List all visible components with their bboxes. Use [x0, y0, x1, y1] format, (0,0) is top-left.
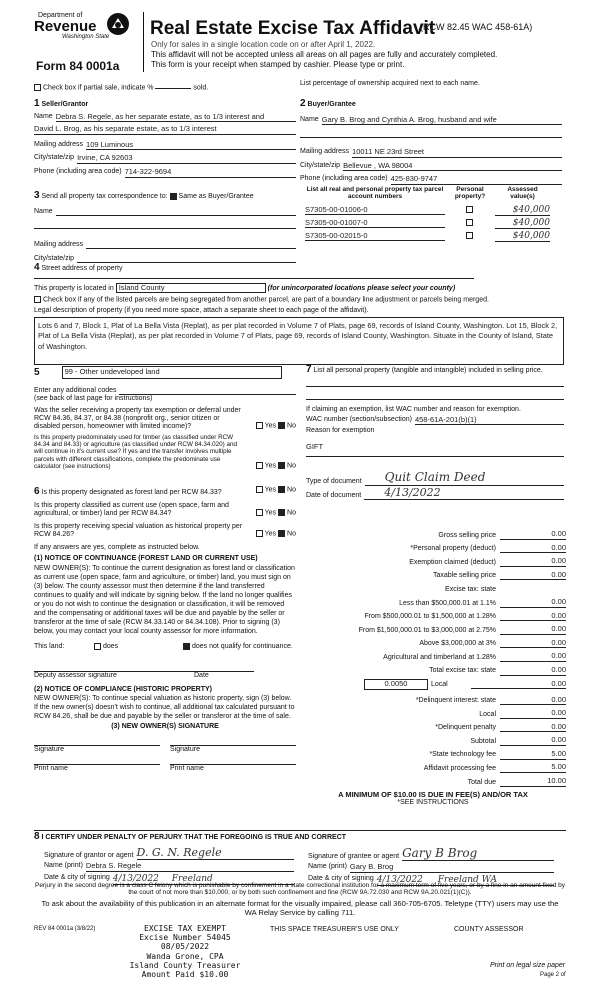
parcel-row	[305, 231, 565, 242]
grantor-city[interactable]: Freeland	[171, 873, 213, 884]
alt-format-note: To ask about the availability of this publication in an alternate format for the visually impaired, please call 360-705-6705. Teletype (TTY) users may use the WA Relay Service by calling 711.	[41, 899, 559, 917]
location-section: 4 Street address of property This property is located in Island County (for unincorporated locations please select your county) Check box if any of the listed parcels are being segregated from another parcel, are part of a boundary line adjustment or parcels being merged. Legal description of property (if you need more space, attach a separate sheet to each page of the affidavit). Lots 6 and 7, Block 1, Plat of La Bella Vista (Replat), as per plat recorded in Volume 7 of Plats, page 69, records of Island County, Washington. Lot 15, Block 2, Plat of La Bella Vista (Replat), as per plat recorded in Volume 7 of Plats, page 69, records of Island County, Washington. Situate in the County of Island, State of Washington.	[34, 262, 564, 365]
personal-property-section: 7 List all personal property (tangible and intangible) included in selling price. If claiming an exemption, list WAC number and reason for exemption. WAC number (section/subsection) 458-61A-201(b)(1) Reason for exemption GIFT Type of document Quit Claim Deed Date of document 4/13/2022	[306, 364, 564, 500]
dor-logo	[34, 12, 130, 52]
grantor-signature[interactable]: D. G. N. Regele	[137, 847, 294, 861]
tax-value[interactable]: 0.00	[500, 696, 566, 706]
county-assessor: COUNTY ASSESSOR	[454, 926, 524, 933]
treasurer-use: THIS SPACE TREASURER'S USE ONLY	[270, 926, 399, 933]
seller-name-1[interactable]: Debra S. Regele, as her separate estate, as to 1/3 interest and	[56, 113, 296, 123]
tax-value[interactable]: 0.00	[500, 530, 566, 540]
dept-line2: Revenue	[34, 18, 97, 36]
assessed-value[interactable]: $40,000	[495, 231, 550, 242]
tax-value[interactable]: 5.00	[500, 763, 566, 773]
buyer-mail[interactable]: 10011 NE 23rd Street	[352, 148, 562, 158]
tax-row: Excise tax: state	[445, 585, 496, 593]
tax-value[interactable]: 10.00	[500, 777, 566, 787]
tax-value[interactable]: 0.00	[500, 625, 566, 635]
parcel-number[interactable]: S7305-00-01006-0	[305, 206, 445, 216]
tax-row: Less than $500,000.01 at 1.1% 0.00	[399, 596, 566, 607]
parcel-number[interactable]: S7305-00-02015-0	[305, 232, 445, 242]
tax-row: Subtotal 0.00	[470, 735, 566, 745]
tax-value[interactable]: 0.00	[500, 571, 566, 581]
parcel-number[interactable]: S7305-00-01007-0	[305, 219, 445, 229]
form-number: Form 84 0001a	[36, 59, 120, 73]
form-title: Real Estate Excise Tax Affidavit	[150, 18, 436, 39]
seller-city[interactable]: Irvine, CA 92603	[77, 154, 296, 164]
stamp-line: Island County Treasurer	[129, 960, 241, 970]
tax-row: Above $3,000,000 at 3% 0.00	[419, 637, 566, 648]
tax-row: *Delinquent interest: state 0.00	[415, 694, 566, 705]
grantee-name[interactable]: Gary B. Brog	[350, 863, 554, 873]
tax-row: Exemption claimed (deduct) 0.00	[409, 556, 566, 566]
tax-value[interactable]: 0.00	[500, 598, 566, 608]
does-checkbox[interactable]	[94, 643, 101, 650]
sub3: This form is your receipt when stamped by cashier. Please type or print.	[151, 60, 405, 69]
county-select[interactable]: Island County	[116, 283, 266, 294]
parcel-row	[305, 205, 565, 216]
tax-table: Gross selling price 0.00 *Personal property (deduct) 0.00 Exemption claimed (deduct) 0.00 Taxable selling price 0.00 Excise tax: state Less than $500,000.01 at 1.1% 0.00 From $500,000.01 to $1,500,000 at 1.28% 0.00 From $1,500,000.01 to $3,000,000 at 2.75% 0.00 Above $3,000,000 at 3% 0.00 Agricultural and timberland at 1.28% 0.00 Total excise tax: state 0.00 0.0050 Local 0.00 *Delinquent interest: state 0.00 Local 0.00 *Delinquent penalty 0.00 Subtotal 0.00 *State technology fee 5.00 Affidavit processing fee 5.00 Total due 10.00 A MINIMUM OF $10.00 IS DUE IN FEE(S) AND/OR TAX *SEE INSTRUCTIONS	[300, 526, 566, 807]
perjury-note: Perjury in the second degree is a class C felony which is punishable by confinement in a state correctional institution for a maximum term of five years, or by a fine in an amount fixed by the court of not more than $10,000, or by both such confinement and fine (RCW 9A.72.030 and RCW 9A.20.021(1)(C)).	[34, 882, 565, 897]
buyer-phone[interactable]: 425-830-9747	[391, 175, 562, 185]
seller-section: 1 Seller/Grantor Name Debra S. Regele, as her separate estate, as to 1/3 interest and David L. Brog, as his separate estate, as to 1/3 interest Mailing address 109 Luminous City/state/zip Irvine, CA 92603 Phone (including area code) 714-322-9694	[34, 98, 296, 178]
stamp-line: EXCISE TAX EXEMPT	[144, 924, 226, 933]
stamp-line: Excise Number 54045	[139, 933, 231, 943]
list-pct: List percentage of ownership acquired next to each name.	[300, 80, 480, 87]
revenue-logo-icon	[106, 12, 130, 36]
tax-value[interactable]: 0.00	[500, 652, 566, 662]
buyer-section: 2 Buyer/Grantee Name Gary B. Brog and Cynthia A. Brog, husband and wife Mailing address 10011 NE 23rd Street City/state/zip Bellevue , WA 98004 Phone (including area code) 425-830-9747	[300, 98, 562, 185]
dept-line3: Washington State	[62, 34, 110, 41]
rev-number: REV 84 0001a (3/8/22)	[34, 926, 96, 932]
tax-row: Total excise tax: state 0.00	[429, 664, 566, 675]
wac-number[interactable]: 458-61A-201(b)(1)	[415, 416, 564, 426]
tax-row: From $1,500,000.01 to $3,000,000 at 2.75% 0.00	[358, 624, 566, 634]
tax-row: Agricultural and timberland at 1.28% 0.00	[383, 651, 566, 661]
grantor-name[interactable]: Debra S. Regele	[86, 862, 294, 872]
tax-value[interactable]: 5.00	[500, 750, 566, 760]
tax-value[interactable]: 0.00	[500, 612, 566, 622]
tax-row: From $500,000.01 to $1,500,000 at 1.28% 0.00	[364, 610, 566, 621]
personal-property-checkbox[interactable]	[466, 232, 473, 239]
tax-value[interactable]: 0.00	[500, 557, 566, 567]
sub1: Only for sales in a single location code on or after April 1, 2022.	[151, 40, 376, 49]
tax-value[interactable]: 0.00	[500, 709, 566, 719]
buyer-name[interactable]: Gary B. Brog and Cynthia A. Brog, husband and wife	[322, 116, 562, 126]
tax-value[interactable]: 0.00	[500, 723, 566, 733]
segregated-checkbox[interactable]	[34, 296, 41, 303]
tax-row: Affidavit processing fee 5.00	[423, 762, 566, 773]
partial-sale-row: Check box if partial sale, indicate % sold.	[34, 84, 294, 92]
does-not-checkbox[interactable]	[183, 643, 190, 650]
parcel-row	[305, 218, 565, 229]
buyer-city[interactable]: Bellevue , WA 98004	[343, 162, 562, 172]
personal-property-checkbox[interactable]	[466, 206, 473, 213]
sub2: This affidavit will not be accepted unless all areas on all pages are fully and accurately completed.	[151, 50, 498, 59]
land-use-select[interactable]: 99 - Other undeveloped land	[62, 366, 282, 379]
document-type[interactable]: Quit Claim Deed	[365, 471, 564, 486]
seller-name-2[interactable]: David L. Brog, as his separate estate, as to 1/3 interest	[34, 125, 296, 135]
seller-phone[interactable]: 714-322-9694	[125, 168, 296, 178]
tax-value[interactable]: 0.00	[500, 544, 566, 554]
grantee-signature[interactable]: Gary B Brog	[402, 847, 554, 862]
tax-row: *State technology fee 5.00	[429, 748, 566, 759]
grantee-date[interactable]: 4/13/2022	[376, 874, 423, 885]
dept-line1: Department of	[38, 12, 83, 19]
land-use-section: 5 99 - Other undeveloped land Enter any additional codes (see back of last page for instructions) Was the seller receiving a property tax exemption or deferral under RCW 84.36, 84.37, or 84.38 (nonprofit org., senior citizen or disabled person, homeowner with limited income)? Yes No Is this property predominately used for timber (as classified under RCW 84.34 and 84.33) or agriculture (as classified under RCW 84.34.020) and will continue in it's current use? If yes and the transfer involves multiple parcels with different classifications, complete the predominate use calculator (see instructions) Yes No	[34, 366, 296, 470]
tax-value[interactable]: 0.00	[500, 736, 566, 746]
tax-row: *Personal property (deduct) 0.00	[410, 542, 566, 553]
assessed-value[interactable]: $40,000	[495, 218, 550, 229]
grantor-date[interactable]: 4/13/2022	[112, 873, 159, 884]
stamp-line: 08/05/2022	[160, 942, 210, 952]
document-date[interactable]: 4/13/2022	[364, 487, 564, 501]
tax-row: Local 0.00	[479, 708, 566, 718]
partial-sale-checkbox[interactable]	[34, 84, 41, 91]
personal-property-checkbox[interactable]	[466, 219, 473, 226]
same-as-buyer-checkbox[interactable]	[170, 193, 177, 200]
page-number: Page 2 of	[540, 972, 566, 978]
correspondence-section: 3 Send all property tax correspondence to: Same as Buyer/Grantee Name Mailing address City/state/zip	[34, 190, 296, 263]
stamp-line: Wanda Grone, CPA	[146, 951, 224, 961]
local-rate[interactable]: 0.0050	[364, 679, 428, 690]
tax-row: Gross selling price 0.00	[438, 528, 566, 539]
tax-value[interactable]: 0.00	[500, 666, 566, 676]
forest-section: 6 Is this property designated as forest land per RCW 84.33? Yes No Is this property classified as current use (open space, farm and agricultural, or timber) land per RCW 84.34? Yes No Is this property receiving special valuation as historical property per RCW 84.26? Yes No If any answers are yes, complete as instructed below. (1) NOTICE OF CONTINUANCE (FOREST LAND OR CURRENT USE) NEW OWNER(S): To continue the current designation as forest land or classification as current use (open space, farm and agriculture, or timber) land, you must sign on (3) below. The county assessor must then determine if the land transferred continues to qualify and will indicate by signing below. If the land no longer qualifies or you do not wish to continue the designation or classification, it will be removed and the compensating or additional taxes will be due and payable by the seller or transferor at the time of sale (RCW 84.33.140 or 84.34.108). Prior to signing (3) below, you may contact your local county assessor for more information. This land: does does not qualify for continuance. Deputy assessor signature Date (2) NOTICE OF COMPLIANCE (HISTORIC PROPERTY) NEW OWNER(S): To continue special valuation as historic property, sign (3) below. If the new owner(s) doesn't wish to continue, all additional tax calculated pursuant to RCW 84.26, shall be due and payable by the seller or transferor at the time of sale. (3) NEW OWNER(S) SIGNATURE Signature Signature Print name Print name	[34, 486, 296, 773]
certify-section: 8 I CERTIFY UNDER PENALTY OF PERJURY THAT THE FOREGOING IS TRUE AND CORRECT Signature of grantor or agent D. G. N. Regele Name (print) Debra S. Regele Date & city of signing 4/13/2022 Freeland Signature of grantee or agent Gary B Brog Name (print) Gary B. Brog Date & city of signing 4/13/2022 Freeland WA	[34, 830, 566, 886]
tax-row: Taxable selling price 0.00	[432, 569, 566, 580]
treasurer-stamp	[120, 924, 250, 979]
stamp-line: Amount Paid $10.00	[141, 969, 229, 979]
tax-row: Total due 10.00	[467, 776, 566, 786]
legal-description[interactable]: Lots 6 and 7, Block 1, Plat of La Bella Vista (Replat), as per plat recorded in Volume 7 of Plats, page 69, records of Island County, Washington. Lot 15, Block 2, Plat of La Bella Vista (Replat), as per plat recorded in Volume 7 of Plats, page 69, records of Island County, Washington. Situate in the County of Island, State of Washington.	[34, 317, 564, 365]
grantee-city[interactable]: Freeland WA	[437, 874, 497, 885]
legal-paper-note: Print on legal size paper	[490, 962, 566, 969]
tax-row: *Delinquent penalty 0.00	[435, 721, 566, 732]
tax-value[interactable]: 0.00	[500, 639, 566, 649]
assessed-value[interactable]: $40,000	[495, 205, 550, 216]
exemption-reason[interactable]: GIFT	[306, 442, 324, 452]
parcel-table: List all real and personal property tax parcel account numbers Personal property? Assessed value(s) S7305-00-01006-0 $40,000 S7305-00-01007-0 $40,000 S7305-00-02015-0 $40,000	[305, 186, 565, 242]
rcw-ref: (RCW 82.45 WAC 458-61A)	[420, 22, 533, 32]
seller-mail[interactable]: 109 Luminous	[86, 141, 296, 151]
